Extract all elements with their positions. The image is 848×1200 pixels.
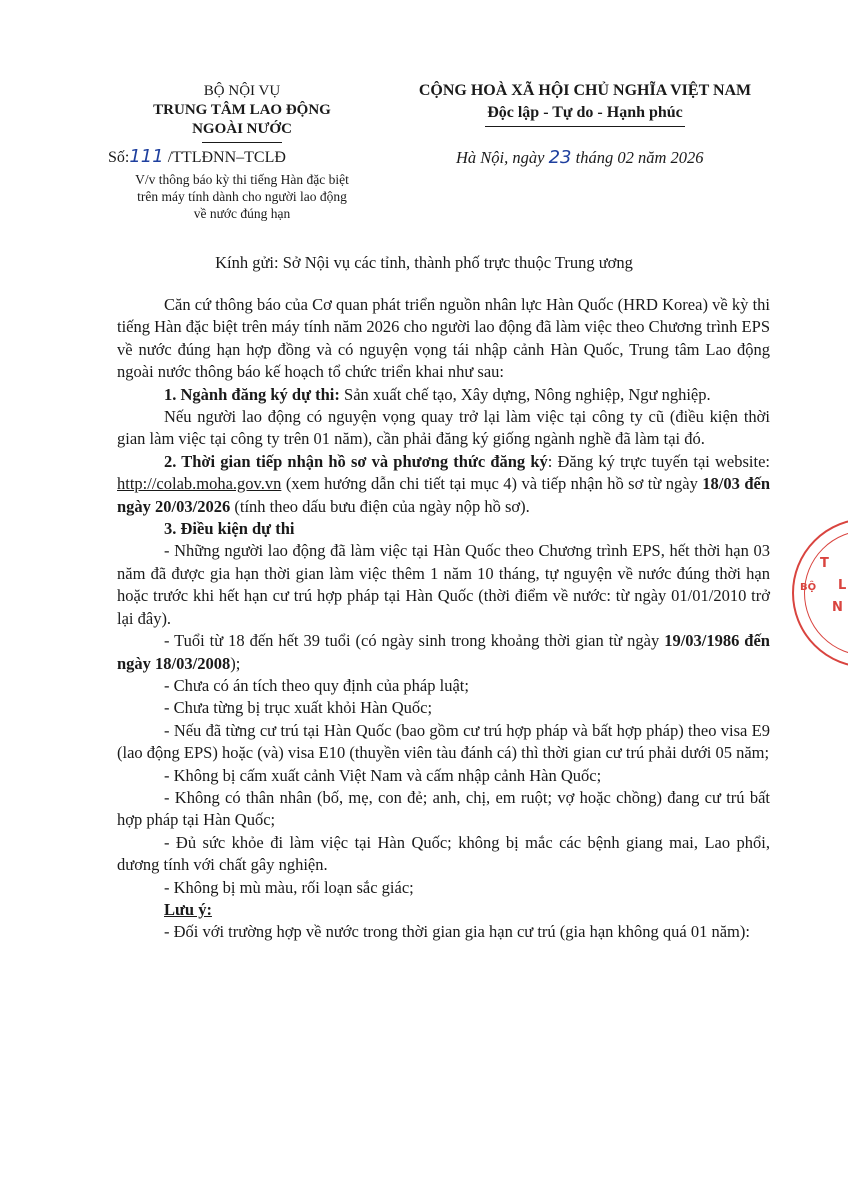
doc-number-suffix: /TTLĐNN–TCLĐ [163, 149, 286, 166]
section2-text-c: (tính theo dấu bưu điện của ngày nộp hồ sơ). [230, 496, 530, 516]
age-text: - Tuổi từ 18 đến hết 39 tuổi (có ngày sinh trong khoảng thời gian từ ngày [164, 631, 665, 651]
section2-paragraph [117, 451, 770, 518]
age-birth-range: 19/03/1986 đến ngày 18/03/2008 [117, 631, 770, 673]
registration-link[interactable]: http://colab.moha.gov.vn [117, 474, 282, 494]
date-day-handwritten: 23 [548, 147, 572, 168]
condition-item: - Đủ sức khỏe đi làm việc tại Hàn Quốc; không bị mắc các bệnh giang mai, Lao phổi, dương tính với chất gây nghiện. [117, 832, 770, 875]
section1-paragraph [117, 384, 770, 406]
recipient-line: Kính gửi: Sở Nội vụ các tỉnh, thành phố trực thuộc Trung ương [215, 253, 633, 272]
document-date [456, 147, 704, 169]
doc-number-prefix: Số: [108, 149, 130, 166]
subject-line1: V/v thông báo kỳ thi tiếng Hàn đặc biệt [135, 172, 349, 187]
section1-text: Sản xuất chế tạo, Xây dựng, Nông nghiệp, Ngư nghiệp. [339, 384, 711, 404]
subject-line3: về nước đúng hạn [193, 206, 291, 221]
issuer-block [92, 82, 392, 143]
condition-item: - Không có thân nhân (bố, mẹ, con đẻ; anh, chị, em ruột; vợ hoặc chồng) đang cư trú bất hợp pháp tại Hàn Quốc; [117, 787, 770, 830]
date-prefix: Hà Nội, ngày [456, 148, 549, 167]
center-name-line1: TRUNG TÂM LAO ĐỘNG [153, 102, 331, 118]
center-name-line2: NGOÀI NƯỚC [192, 121, 292, 137]
section3-heading: 3. Điều kiện dự thi [164, 519, 295, 539]
seal-glyph: T [820, 556, 829, 571]
seal-glyph: N [832, 600, 843, 615]
doc-number-handwritten: 111 [129, 146, 164, 167]
issuer-underline [202, 142, 282, 143]
condition-item-age [117, 630, 770, 675]
condition-item: - Những người lao động đã làm việc tại Hàn Quốc theo Chương trình EPS, hết thời hạn 03 năm đã được gia hạn thời gian làm việc thêm 1 năm 10 tháng, tự nguyện về nước đúng thời hạn hoặc trước khi hết hạn cư trú hợp pháp tại Hàn Quốc (thời điểm về nước: từ ngày 01/01/2010 trở lại đây). [117, 541, 770, 628]
document-body [117, 294, 770, 944]
nation-title: CỘNG HOÀ XÃ HỘI CHỦ NGHĨA VIỆT NAM [418, 82, 752, 99]
date-suffix: tháng 02 năm 2026 [571, 148, 704, 167]
document-number [108, 147, 286, 168]
condition-item: - Không bị cấm xuất cảnh Việt Nam và cấm nhập cảnh Hàn Quốc; [164, 765, 602, 785]
intro-paragraph: Căn cứ thông báo của Cơ quan phát triển nguồn nhân lực Hàn Quốc (HRD Korea) về kỳ thi tiếng Hàn đặc biệt trên máy tính năm 2026 cho người lao động đã làm việc theo Chương trình EPS về nước đúng hạn hợp đồng và có nguyện vọng tái nhập cảnh Hàn Quốc, Trung tâm Lao động ngoài nước thông báo kế hoạch tổ chức triển khai như sau: [117, 295, 770, 382]
ministry-name: BỘ NỘI VỤ [203, 83, 281, 99]
official-seal [792, 518, 848, 668]
condition-item: - Chưa có án tích theo quy định của pháp luật; [164, 675, 469, 695]
condition-item: - Nếu đã từng cư trú tại Hàn Quốc (bao gồm cư trú hợp pháp và bất hợp pháp) theo visa E9 (lao động EPS) hoặc (và) visa E10 (thuyền viên tàu đánh cá) thì thời gian cư trú phải dưới 05 năm; [117, 720, 770, 763]
section1-heading: 1. Ngành đăng ký dự thi: [164, 384, 340, 404]
registration-dates: 18/03 đến ngày 20/03/2026 [117, 474, 770, 516]
national-heading [400, 80, 770, 127]
seal-glyph: L [838, 578, 847, 593]
condition-item: - Không bị mù màu, rối loạn sắc giác; [164, 877, 414, 897]
section2-heading: 2. Thời gian tiếp nhận hồ sơ và phương thức đăng ký [164, 451, 548, 471]
section2-text-b: (xem hướng dẫn chi tiết tại mục 4) và tiếp nhận hồ sơ từ ngày [281, 474, 703, 494]
seal-glyph: BỘ [800, 582, 817, 593]
section2-text-a: : Đăng ký trực tuyến tại website: [547, 451, 770, 471]
section1-note: Nếu người lao động có nguyện vọng quay trở lại làm việc tại công ty cũ (điều kiện thời gian làm việc tại công ty trên 01 năm), cần phải đăng ký giống ngành nghề đã làm tại đó. [117, 407, 770, 449]
condition-item: - Chưa từng bị trục xuất khỏi Hàn Quốc; [164, 698, 433, 718]
age-text-end: ); [230, 653, 241, 673]
seal-inner-ring [804, 530, 848, 656]
motto: Độc lập - Tự do - Hạnh phúc [487, 104, 683, 121]
subject-line2: trên máy tính dành cho người lao động [137, 189, 347, 204]
note-text: - Đối với trường hợp về nước trong thời gian gia hạn cư trú (gia hạn không quá 01 năm): [164, 922, 750, 942]
note-heading: Lưu ý: [164, 899, 212, 919]
document-subject [92, 171, 392, 222]
motto-underline [485, 126, 685, 127]
